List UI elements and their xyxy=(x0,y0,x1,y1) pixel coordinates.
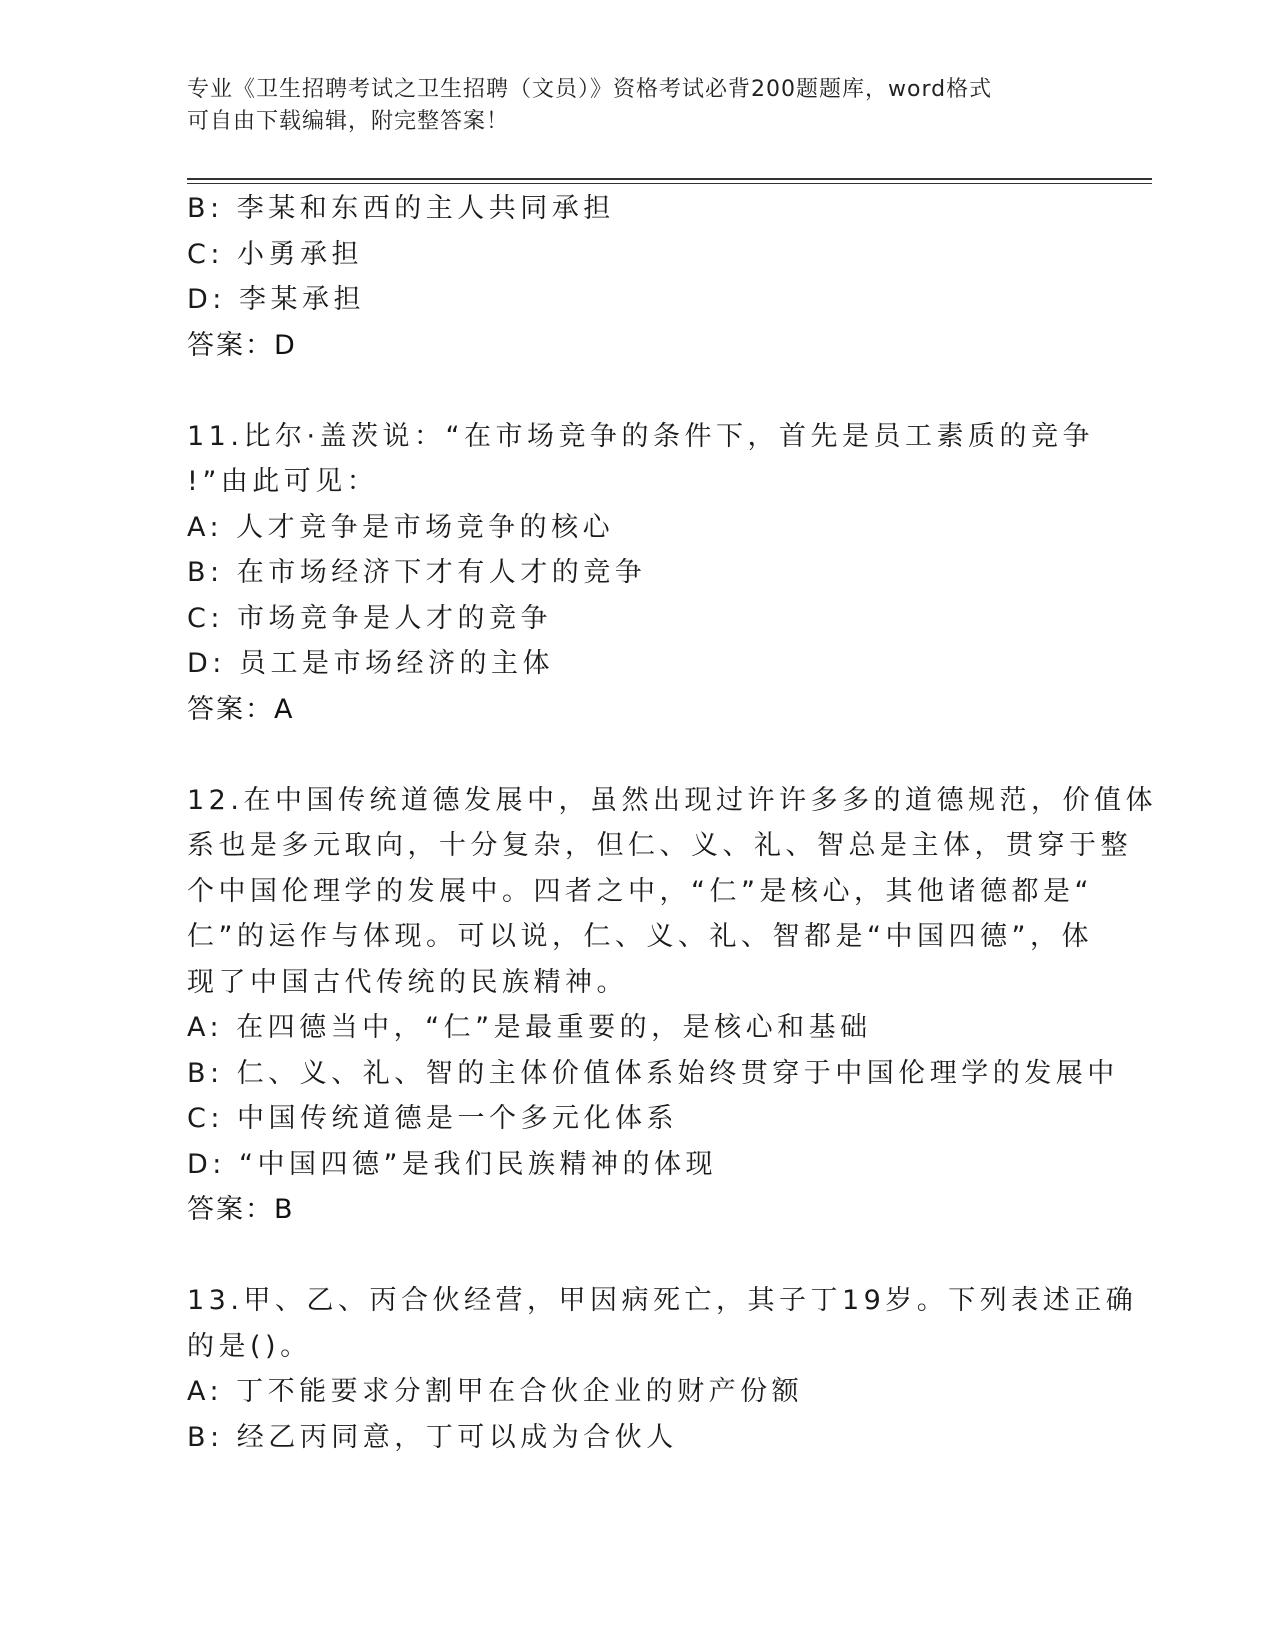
q11-option-c: C: 市场竞争是人才的竞争 xyxy=(187,602,553,634)
q11-stem-line-1: 11.比尔·盖茨说：“在市场竞争的条件下，首先是员工素质的竞争 xyxy=(187,420,1095,452)
question-11 xyxy=(187,414,1095,733)
spacer xyxy=(187,368,1087,414)
q10-option-c: C: 小勇承担 xyxy=(187,238,364,270)
q12-option-d: D: “中国四德”是我们民族精神的体现 xyxy=(187,1148,717,1180)
header-divider-thin xyxy=(187,183,1152,184)
question-10 xyxy=(187,186,1087,368)
q10-answer: 答案：D xyxy=(187,329,297,361)
q10-option-d: D: 李某承担 xyxy=(187,284,365,315)
q12-stem-line-5: 现了中国古代传统的民族精神。 xyxy=(187,966,628,998)
q11-answer: 答案：A xyxy=(187,693,295,725)
header-title-line-1: 专业《卫生招聘考试之卫生招聘（文员）》资格考试必背200题题库，word格式 xyxy=(187,77,993,102)
question-12 xyxy=(187,778,1157,1233)
q11-stem-line-2: !”由此可见： xyxy=(187,466,379,497)
q12-stem-line-4: 仁”的运作与体现。可以说，仁、义、礼、智都是“中国四德”，体 xyxy=(187,921,1093,952)
spacer xyxy=(187,1233,1087,1279)
q12-stem-line-1: 12.在中国传统道德发展中，虽然出现过许许多多的道德规范，价值体 xyxy=(187,784,1157,816)
question-13 xyxy=(187,1278,1138,1460)
page-header xyxy=(187,74,1087,138)
question-list xyxy=(187,186,1157,1460)
q10-option-b: B: 李某和东西的主人共同承担 xyxy=(187,193,615,224)
q13-stem-line-2: 的是()。 xyxy=(187,1330,312,1362)
header-divider-thick xyxy=(187,178,1152,180)
q12-option-b: B: 仁、义、礼、智的主体价值体系始终贯穿于中国伦理学的发展中 xyxy=(187,1057,1119,1089)
header-title-line-2: 可自由下载编辑，附完整答案！ xyxy=(187,109,510,134)
q11-option-a: A: 人才竞争是市场竞争的核心 xyxy=(187,511,615,543)
q12-stem-line-2: 系也是多元取向，十分复杂，但仁、义、礼、智总是主体，贯穿于整 xyxy=(187,830,1132,861)
q12-option-c: C: 中国传统道德是一个多元化体系 xyxy=(187,1103,679,1134)
q11-option-d: D: 员工是市场经济的主体 xyxy=(187,648,554,679)
q11-option-b: B: 在市场经济下才有人才的竞争 xyxy=(187,557,647,588)
q12-option-a: A: 在四德当中，“仁”是最重要的，是核心和基础 xyxy=(187,1012,872,1043)
q12-stem-line-3: 个中国伦理学的发展中。四者之中，“仁”是核心，其他诸德都是“ xyxy=(187,875,1093,907)
q13-option-b: B: 经乙丙同意，丁可以成为合伙人 xyxy=(187,1421,678,1453)
q13-option-a: A: 丁不能要求分割甲在合伙企业的财产份额 xyxy=(187,1376,804,1407)
q13-stem-line-1: 13.甲、乙、丙合伙经营，甲因病死亡，其子丁19岁。下列表述正确 xyxy=(187,1285,1138,1316)
q12-answer: 答案：B xyxy=(187,1194,295,1225)
spacer xyxy=(187,732,1087,778)
